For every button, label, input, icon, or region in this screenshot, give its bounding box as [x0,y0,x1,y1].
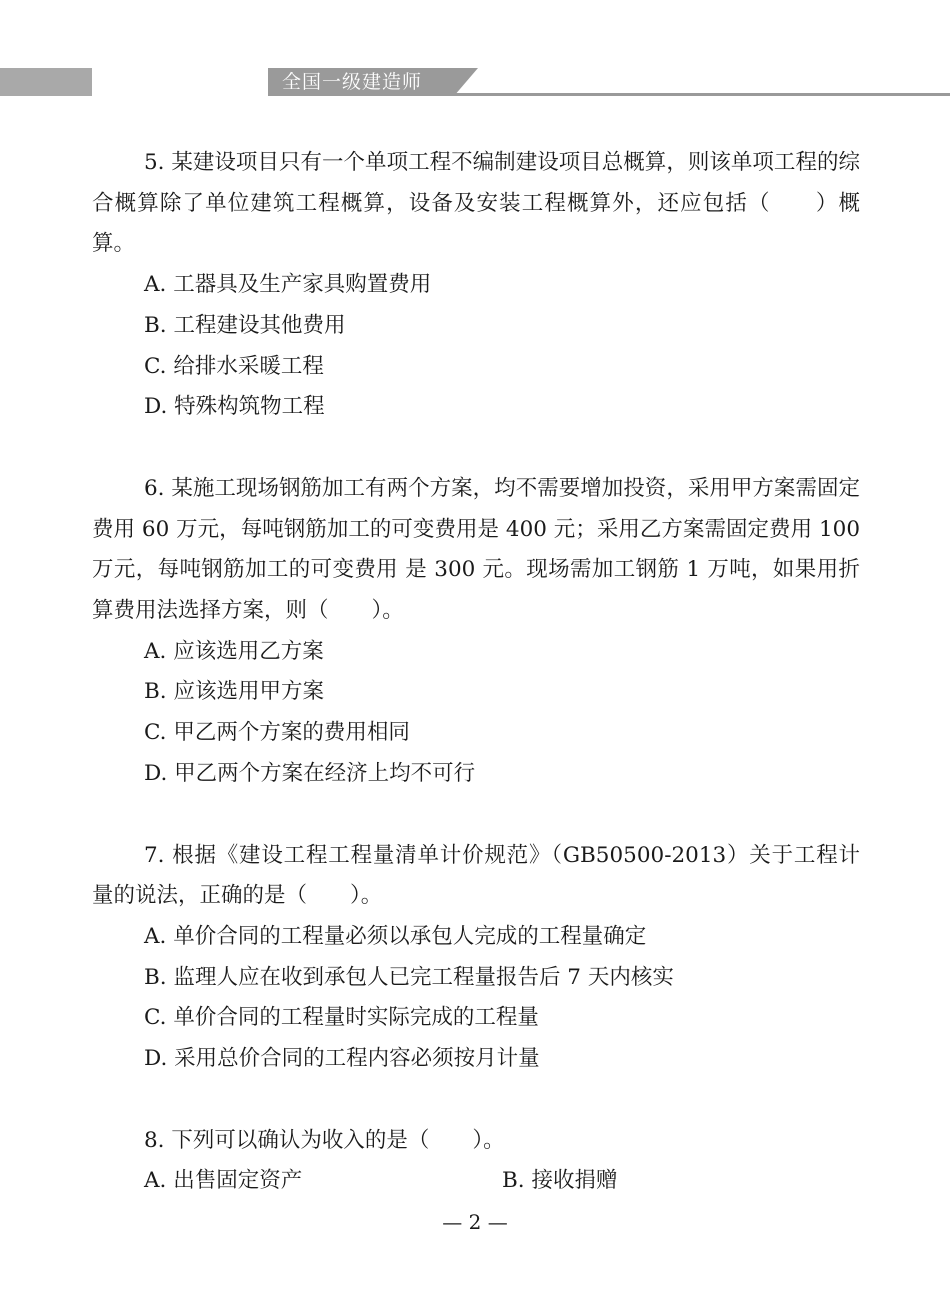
page-header [0,0,950,110]
option-b: B. 接收捐赠 [502,1168,618,1194]
option-c: C. 甲乙两个方案的费用相同 [144,720,410,746]
question-stem: 7. 根据《建设工程工程量清单计价规范》（GB50500-2013）关于工程计量的说法，正确的是（ ）。 [92,842,860,909]
option-c: C. 单价合同的工程量时实际完成的工程量 [144,1005,539,1031]
question-stem: 8. 下列可以确认为收入的是（ ）。 [144,1127,505,1153]
option-b: B. 监理人应在收到承包人已完工程量报告后 7 天内核实 [144,964,674,990]
header-title: 全国一级建造师 [268,68,454,96]
question-stem: 5. 某建设项目只有一个单项工程不编制建设项目总概算，则该单项工程的综合概算除了单位建筑工程概算，设备及安装工程概算外，还应包括（ ）概算。 [92,150,860,257]
question-stem: 6. 某施工现场钢筋加工有两个方案，均不需要增加投资，采用甲方案需固定费用 60 万元，每吨钢筋加工的可变费用是 400 元；采用乙方案需固定费用 100 万元，每吨钢筋加工的可变费用 是 300 元。现场需加工钢筋 1 万吨，如果用折算费用法选择方案，则（ ）。 [92,475,860,624]
question-7 [92,836,860,1080]
option-b: B. 工程建设其他费用 [144,312,346,338]
question-5 [92,143,860,428]
option-c: C. 给排水采暖工程 [144,353,324,379]
option-a: A. 应该选用乙方案 [144,638,324,664]
question-8 [92,1121,860,1202]
option-row [92,1161,860,1202]
page-content [92,143,860,1243]
question-6 [92,469,860,795]
option-d: D. 甲乙两个方案在经济上均不可行 [144,760,476,786]
header-tab-tip [454,68,478,96]
option-d: D. 采用总价合同的工程内容必须按月计量 [144,1046,540,1072]
option-a: A. 单价合同的工程量必须以承包人完成的工程量确定 [144,923,647,949]
header-left-bar [0,68,92,96]
option-a: A. 工器具及生产家具购置费用 [144,272,432,298]
option-d: D. 特殊构筑物工程 [144,394,325,420]
header-rule [454,93,950,96]
option-b: B. 应该选用甲方案 [144,679,324,705]
page-number: — 2 — [442,1210,508,1234]
option-a: A. 出售固定资产 [144,1168,303,1194]
